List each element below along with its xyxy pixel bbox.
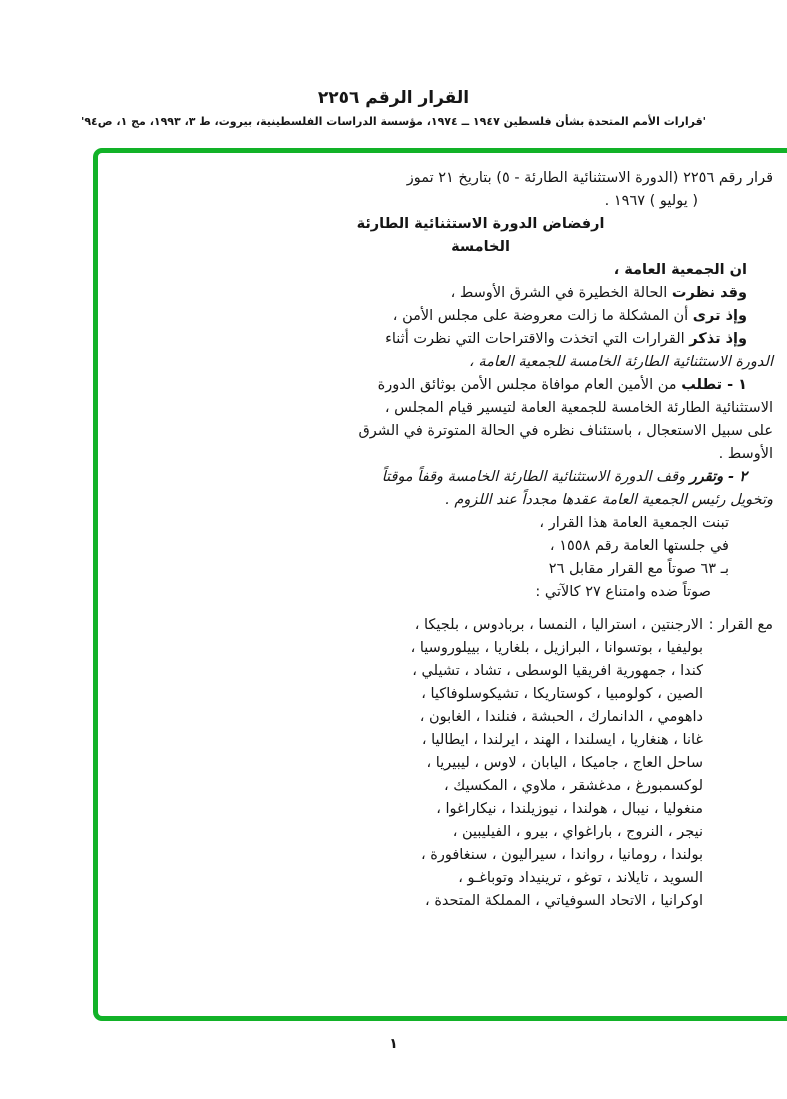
vote-country-list — [158, 614, 703, 913]
vote-country-line: الارجنتين ، استراليا ، النمسا ، بربادوس ، بلجيكا ، — [414, 617, 703, 633]
box-line: قرار رقم ٢٢٥٦ (الدورة الاستثنائية الطارئة - ٥) بتاريخ ٢١ تموز — [406, 170, 773, 186]
box-line: في جلستها العامة رقم ١٥٥٨ ، — [549, 538, 729, 554]
box-line: وقد نظرت الحالة الخطيرة في الشرق الأوسط ، — [450, 285, 747, 301]
box-line: ١ - تطلب من الأمين العام موافاة مجلس الأمن بوثائق الدورة — [377, 377, 747, 393]
box-line: ٢ - وتقرر وقف الدورة الاستثنائية الطارئة الخامسة وقفاً موقتاً — [381, 469, 747, 485]
box-line: على سبيل الاستعجال ، باستئناف نظره في الحالة المتوترة في الشرق — [358, 423, 773, 439]
vote-for-label: مع القرار : — [708, 617, 773, 633]
vote-country-line: نيجر ، النروج ، باراغواي ، بيرو ، الفيليبين ، — [452, 824, 703, 840]
resolution-title: القرار الرقم ٢٢٥٦ — [317, 88, 470, 108]
page-number: ١ — [389, 1036, 398, 1052]
resolution-box — [93, 148, 787, 1021]
vote-country-line: السويد ، تايلاند ، توغو ، ترينيداد وتوباغـو ، — [458, 870, 703, 886]
source-citation: 'قرارات الأمم المتحدة بشأن فلسطين ١٩٤٧ ــ ١٩٧٤، مؤسسة الدراسات الفلسطينية، بيروت، ط ٣، ١٩٩٣، مج ١، ص٩٤' — [80, 115, 707, 128]
box-line: بـ ٦٣ صوتاً مع القرار مقابل ٢٦ — [548, 561, 729, 577]
box-line: الأوسط . — [718, 446, 773, 462]
section-heading: ارفضاض الدورة الاستثنائية الطارئة — [356, 216, 605, 232]
box-line: وإذ تذكر القرارات التي اتخذت والاقتراحات التي نظرت أثناء — [385, 331, 747, 347]
box-line: ( يوليو ) ١٩٦٧ . — [604, 193, 698, 209]
section-heading: الخامسة — [451, 239, 510, 255]
vote-country-line: بوليفيا ، بوتسوانا ، البرازيل ، بلغاريا ، بييلوروسيا ، — [410, 640, 703, 656]
box-line: صوتاً ضده وامتناع ٢٧ كالآتي : — [535, 584, 711, 600]
vote-country-line: منغوليا ، نيبال ، هولندا ، نيوزيلندا ، نيكاراغوا ، — [436, 801, 703, 817]
box-line: ان الجمعية العامة ، — [613, 262, 747, 278]
vote-country-line: لوكسمبورغ ، مدغشقر ، ملاوي ، المكسيك ، — [443, 778, 703, 794]
vote-section — [158, 614, 773, 913]
vote-country-line: ساحل العاج ، جاميكا ، اليابان ، لاوس ، ليبيريا ، — [426, 755, 703, 771]
vote-country-line: اوكرانيا ، الاتحاد السوفياتي ، المملكة المتحدة ، — [425, 893, 703, 909]
box-line: وتخويل رئيس الجمعية العامة عقدها مجدداً عند اللزوم . — [445, 492, 773, 508]
vote-country-line: داهومي ، الدانمارك ، الحبشة ، فنلندا ، الغابون ، — [419, 709, 703, 725]
box-line: الاستثنائية الطارئة الخامسة للجمعية العامة لتيسير قيام المجلس ، — [384, 400, 773, 416]
vote-country-line: كندا ، جمهورية افريقيا الوسطى ، تشاد ، تشيلي ، — [412, 663, 703, 679]
box-line: وإذ ترى أن المشكلة ما زالت معروضة على مجلس الأمن ، — [392, 308, 747, 324]
page-header — [0, 88, 787, 128]
vote-country-line: بولندا ، رومانيا ، رواندا ، سيراليون ، سنغافورة ، — [420, 847, 703, 863]
vote-country-line: الصين ، كولومبيا ، كوستاريكا ، تشيكوسلوفاكيا ، — [421, 686, 703, 702]
vote-country-line: غانا ، هنغاريا ، ايسلندا ، الهند ، ايرلندا ، ايطاليا ، — [421, 732, 703, 748]
box-line: تبنت الجمعية العامة هذا القرار ، — [539, 515, 729, 531]
box-line: الدورة الاستثنائية الطارئة الخامسة للجمعية العامة ، — [469, 354, 773, 370]
